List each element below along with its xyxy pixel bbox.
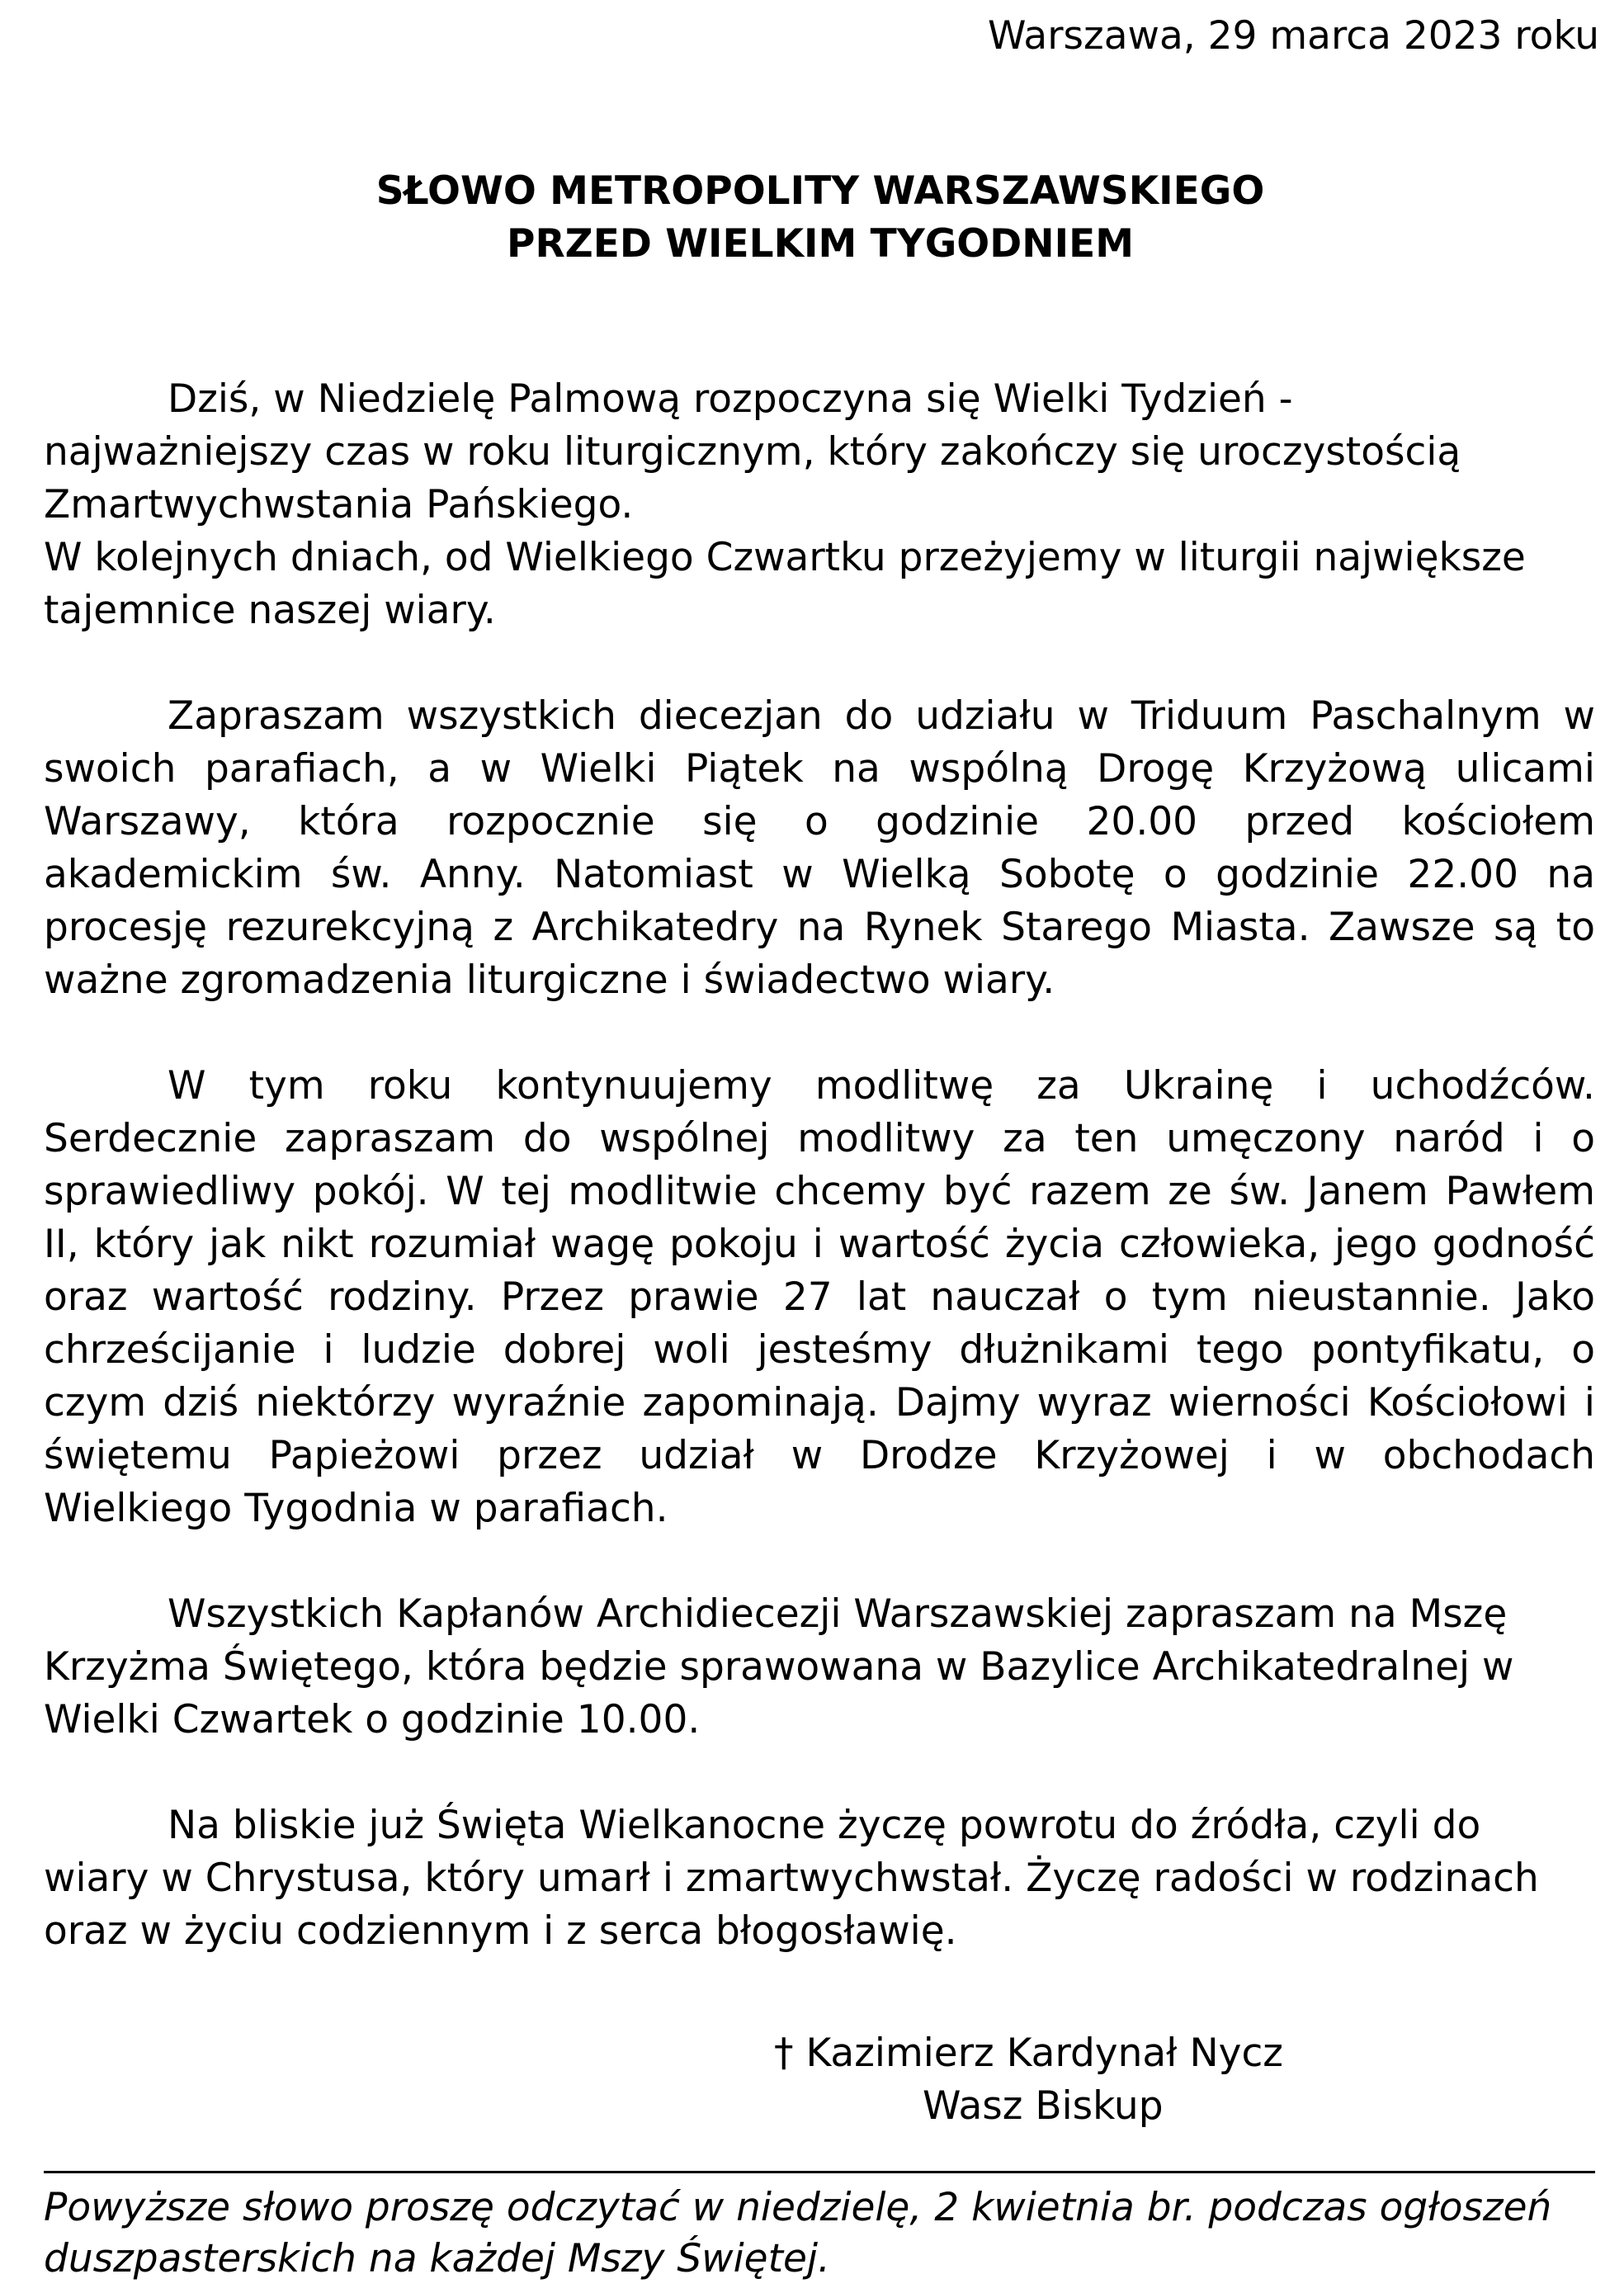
paragraph bbox=[44, 1588, 1595, 1747]
paragraph-line: Na bliskie już Święta Wielkanocne życzę powrotu do źródła, czyli do bbox=[168, 1803, 1481, 1848]
paragraph-line: tajemnice naszej wiary. bbox=[44, 588, 496, 633]
paragraph-line: Krzyżma Świętego, która będzie sprawowana w Bazylice Archikatedralnej w bbox=[44, 1644, 1514, 1690]
paragraph-line: procesję rezurekcyjną z Archikatedry na Rynek Starego Miasta. Zawsze są to bbox=[44, 905, 1595, 950]
paragraph-line: Zmartwychwstania Pańskiego. bbox=[44, 482, 634, 527]
footnote-line: duszpasterskich na każdej Mszy Świętej. bbox=[44, 2236, 830, 2281]
paragraph-line: II, który jak nikt rozumiał wagę pokoju i wartość życia człowieka, jego godność bbox=[44, 1222, 1595, 1267]
signature-role: Wasz Biskup bbox=[923, 2083, 1164, 2129]
title-line: SŁOWO METROPOLITY WARSZAWSKIEGO bbox=[375, 168, 1265, 214]
footnote-line: Powyższe słowo proszę odczytać w niedzielę, 2 kwietnia br. podczas ogłoszeń bbox=[44, 2185, 1552, 2230]
paragraph-line: sprawiedliwy pokój. W tej modlitwie chcemy być razem ze św. Janem Pawłem bbox=[44, 1169, 1595, 1214]
paragraph-line: świętemu Papieżowi przez udział w Drodze Krzyżowej i w obchodach bbox=[44, 1433, 1595, 1478]
paragraph-line: akademickim św. Anny. Natomiast w Wielką Sobotę o godzinie 22.00 na bbox=[44, 852, 1595, 897]
footnote bbox=[44, 2182, 1595, 2285]
paragraph-line: Serdecznie zapraszam do wspólnej modlitwy za ten umęczony naród i o bbox=[44, 1116, 1595, 1161]
paragraph-line: chrześcijanie i ludzie dobrej woli jesteśmy dłużnikami tego pontyfikatu, o bbox=[44, 1327, 1595, 1373]
paragraph-line: ważne zgromadzenia liturgiczne i świadectwo wiary. bbox=[44, 957, 1055, 1003]
paragraph-line: najważniejszy czas w roku liturgicznym, który zakończy się uroczystością bbox=[44, 429, 1461, 475]
paragraph bbox=[44, 1799, 1595, 1958]
letter-date: Warszawa, 29 marca 2023 roku bbox=[987, 13, 1599, 59]
signature-name: † Kazimierz Kardynał Nycz bbox=[774, 2031, 1283, 2076]
letter-body bbox=[44, 373, 1595, 2011]
paragraph-line: Zapraszam wszystkich diecezjan do udziału w Triduum Paschalnym w bbox=[168, 693, 1595, 739]
paragraph-line: oraz w życiu codziennym i z serca błogosławię. bbox=[44, 1908, 957, 1954]
paragraph bbox=[44, 373, 1595, 637]
paragraph bbox=[44, 1060, 1595, 1535]
paragraph-line: oraz wartość rodziny. Przez prawie 27 lat nauczał o tym nieustannie. Jako bbox=[44, 1274, 1595, 1320]
signature-block bbox=[774, 2027, 1283, 2133]
paragraph-line: Wielkiego Tygodnia w parafiach. bbox=[44, 1486, 668, 1531]
footnote-divider bbox=[44, 2171, 1595, 2173]
paragraph-line: W tym roku kontynuujemy modlitwę za Ukrainę i uchodźców. bbox=[168, 1063, 1595, 1109]
paragraph-line: Dziś, w Niedzielę Palmową rozpoczyna się Wielki Tydzień - bbox=[168, 376, 1293, 422]
paragraph-line: Wszystkich Kapłanów Archidiecezji Warszawskiej zapraszam na Mszę bbox=[168, 1591, 1508, 1637]
paragraph bbox=[44, 690, 1595, 1007]
paragraph-line: W kolejnych dniach, od Wielkiego Czwartku przeżyjemy w liturgii największe bbox=[44, 535, 1526, 580]
paragraph-line: Warszawy, która rozpocznie się o godzinie 20.00 przed kościołem bbox=[44, 799, 1595, 844]
paragraph-line: Wielki Czwartek o godzinie 10.00. bbox=[44, 1697, 701, 1742]
paragraph-line: wiary w Chrystusa, który umarł i zmartwychwstał. Życzę radości w rodzinach bbox=[44, 1856, 1539, 1901]
title-line: PRZED WIELKIM TYGODNIEM bbox=[507, 221, 1134, 267]
paragraph-line: czym dziś niektórzy wyraźnie zapominają. Dajmy wyraz wierności Kościołowi i bbox=[44, 1380, 1595, 1425]
paragraph-line: swoich parafiach, a w Wielki Piątek na wspólną Drogę Krzyżową ulicami bbox=[44, 746, 1595, 792]
letter-title bbox=[0, 165, 1624, 271]
